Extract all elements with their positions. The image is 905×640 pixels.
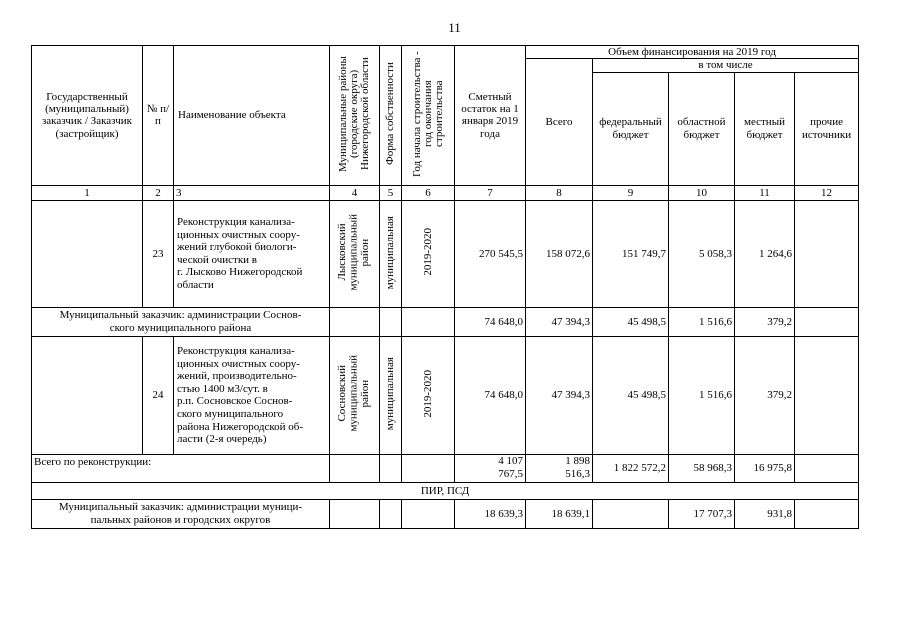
object-24-years-text: 2019-2020 xyxy=(421,369,434,418)
object-24-name-line: жений, производительно- xyxy=(177,370,297,383)
customer-all-regional: 17 707,3 xyxy=(669,499,735,528)
customer-all-label xyxy=(32,499,330,528)
object-23-customer xyxy=(32,200,143,307)
total-reconstruction-label: Всего по реконструкции: xyxy=(32,454,330,482)
header-regional: областной бюджет xyxy=(669,72,735,185)
column-number: 9 xyxy=(593,185,669,200)
column-number: 7 xyxy=(455,185,526,200)
customer-sosnovsky-balance: 74 648,0 xyxy=(455,307,526,336)
header-total: Всего xyxy=(526,59,593,185)
object-23-name-line: ционных очистных соору- xyxy=(177,228,300,241)
object-23-total: 158 072,6 xyxy=(526,200,593,307)
customer-all-ownership xyxy=(380,499,402,528)
header-districts xyxy=(330,46,380,186)
object-24-district-line: Сосновский xyxy=(336,365,349,422)
object-24-name-line: ского муниципального xyxy=(177,407,284,420)
column-number: 8 xyxy=(526,185,593,200)
header-customer: Государственный (муниципальный) заказчик / Заказчик (застройщик) xyxy=(32,46,143,186)
header-years-text: Год начала строительства - год окончания строительства xyxy=(410,50,445,177)
header-balance: Сметный остаток на 1 января 2019 года xyxy=(455,46,526,186)
customer-sosnovsky-ownership xyxy=(380,307,402,336)
header-other: прочие источники xyxy=(795,72,859,185)
customer-all-label-line: пальных районов и городских округов xyxy=(90,513,271,526)
object-23-regional: 5 058,3 xyxy=(669,200,735,307)
total-reconstruction-balance-line: 767,5 xyxy=(498,468,523,481)
object-23-name xyxy=(174,200,330,307)
header-federal: федеральный бюджет xyxy=(593,72,669,185)
section-pir-label: ПИР, ПСД xyxy=(32,482,859,499)
total-reconstruction-regional: 58 968,3 xyxy=(669,454,735,482)
object-24-ownership-text: муниципальная xyxy=(384,357,396,431)
object-23-local: 1 264,6 xyxy=(735,200,795,307)
column-number: 6 xyxy=(402,185,455,200)
total-reconstruction-years xyxy=(402,454,455,482)
object-24-district-line: муниципальный xyxy=(347,355,360,432)
header-funding-group: Объем финансирования на 2019 год xyxy=(526,46,859,59)
table-row-object-23 xyxy=(32,200,859,307)
object-23-years xyxy=(402,200,455,307)
object-24-district-line: район xyxy=(359,379,372,408)
header-ownership-text: Форма собственности xyxy=(384,62,396,166)
table-row-object-24 xyxy=(32,336,859,454)
customer-sosnovsky-label-line: Муниципальный заказчик: администрации Соснов- xyxy=(59,309,302,322)
object-24-name-line: стью 1400 м3/сут. в xyxy=(177,382,268,395)
total-reconstruction-total-line: 1 898 xyxy=(565,455,590,468)
total-reconstruction-district xyxy=(330,454,380,482)
customer-all-total: 18 639,1 xyxy=(526,499,593,528)
header-including: в том числе xyxy=(593,59,859,72)
customer-sosnovsky-federal: 45 498,5 xyxy=(593,307,669,336)
total-reconstruction-ownership xyxy=(380,454,402,482)
object-23-name-line: жений глубокой биологи- xyxy=(177,241,297,254)
object-23-federal: 151 749,7 xyxy=(593,200,669,307)
object-24-federal: 45 498,5 xyxy=(593,336,669,454)
object-24-name-line: района Нижегородской об- xyxy=(177,420,304,433)
table-row-customer-sosnovsky xyxy=(32,307,859,336)
object-23-name-line: ческой очистки в xyxy=(177,253,257,266)
customer-sosnovsky-total: 47 394,3 xyxy=(526,307,593,336)
object-23-balance: 270 545,5 xyxy=(455,200,526,307)
header-num: № п/п xyxy=(143,46,174,186)
column-number-row xyxy=(32,185,859,200)
column-number: 3 xyxy=(174,185,330,200)
object-24-ownership xyxy=(380,336,402,454)
object-24-customer xyxy=(32,336,143,454)
object-24-other xyxy=(795,336,859,454)
column-number: 10 xyxy=(669,185,735,200)
customer-all-years xyxy=(402,499,455,528)
object-23-name-line: г. Лысково Нижегородской xyxy=(177,266,303,279)
customer-sosnovsky-district xyxy=(330,307,380,336)
customer-sosnovsky-local: 379,2 xyxy=(735,307,795,336)
object-24-name-line: р.п. Сосновское Соснов- xyxy=(177,395,293,408)
header-ownership xyxy=(380,46,402,186)
table-row-total-reconstruction xyxy=(32,454,859,482)
object-24-years xyxy=(402,336,455,454)
total-reconstruction-balance-line: 4 107 xyxy=(498,455,523,468)
column-number: 12 xyxy=(795,185,859,200)
customer-sosnovsky-label-line: ского муниципального района xyxy=(109,321,252,334)
object-24-name xyxy=(174,336,330,454)
customer-all-label-line: Муниципальный заказчик: администрации муници- xyxy=(58,501,303,514)
customer-all-balance: 18 639,3 xyxy=(455,499,526,528)
object-23-district-line: район xyxy=(359,238,372,266)
object-24-num: 24 xyxy=(143,336,174,454)
object-24-total: 47 394,3 xyxy=(526,336,593,454)
object-23-district-line: муниципальный xyxy=(347,213,360,291)
total-reconstruction-other xyxy=(795,454,859,482)
column-number: 5 xyxy=(380,185,402,200)
column-number: 4 xyxy=(330,185,380,200)
table-row-section-pir xyxy=(32,482,859,499)
header-object-name: Наименование объекта xyxy=(174,46,330,186)
customer-sosnovsky-years xyxy=(402,307,455,336)
customer-all-federal xyxy=(593,499,669,528)
object-23-name-line: Реконструкция канализа- xyxy=(177,216,295,229)
total-reconstruction-total-line: 516,3 xyxy=(565,468,590,481)
object-24-regional: 1 516,6 xyxy=(669,336,735,454)
customer-sosnovsky-other xyxy=(795,307,859,336)
column-number: 11 xyxy=(735,185,795,200)
object-23-district xyxy=(330,200,380,307)
object-23-num: 23 xyxy=(143,200,174,307)
header-local: местный бюджет xyxy=(735,72,795,185)
object-23-ownership-text: муниципальная xyxy=(384,215,396,289)
customer-all-district xyxy=(330,499,380,528)
page-number: 11 xyxy=(448,20,461,35)
table-row-customer-all xyxy=(32,499,859,528)
object-24-name-line: ласти (2-я очередь) xyxy=(177,433,267,446)
object-24-balance: 74 648,0 xyxy=(455,336,526,454)
customer-all-local: 931,8 xyxy=(735,499,795,528)
object-23-name-line: области xyxy=(177,279,214,291)
object-24-district xyxy=(330,336,380,454)
header-years xyxy=(402,46,455,186)
customer-all-other xyxy=(795,499,859,528)
column-number: 2 xyxy=(143,185,174,200)
total-reconstruction-total xyxy=(526,454,593,482)
object-24-local: 379,2 xyxy=(735,336,795,454)
column-number: 1 xyxy=(32,185,143,200)
header-districts-text: Муниципальные районы (городские округа) Нижегородской области xyxy=(337,55,371,172)
total-reconstruction-balance xyxy=(455,454,526,482)
object-24-name-line: Реконструкция канализа- xyxy=(177,344,295,357)
object-24-name-line: ционных очистных соору- xyxy=(177,357,300,370)
financing-table xyxy=(31,45,859,529)
customer-sosnovsky-regional: 1 516,6 xyxy=(669,307,735,336)
customer-sosnovsky-label xyxy=(32,307,330,336)
object-23-other xyxy=(795,200,859,307)
object-23-ownership xyxy=(380,200,402,307)
total-reconstruction-local: 16 975,8 xyxy=(735,454,795,482)
total-reconstruction-federal: 1 822 572,2 xyxy=(593,454,669,482)
object-23-district-line: Лысковский xyxy=(336,223,349,281)
object-23-years-text: 2019-2020 xyxy=(421,228,434,276)
